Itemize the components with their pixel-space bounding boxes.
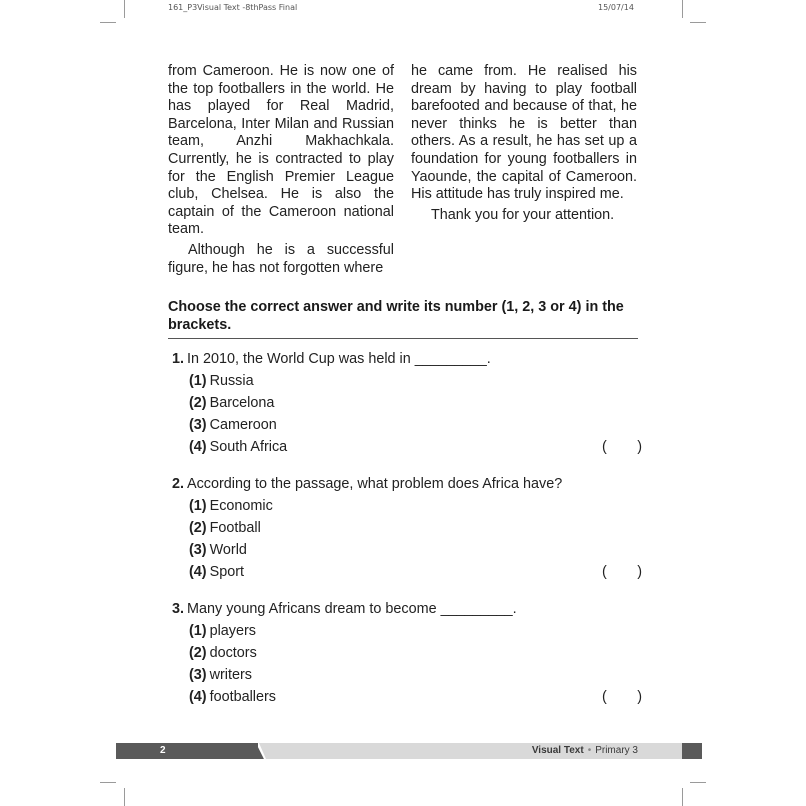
option: (2) Football [189, 520, 261, 536]
crop-mark [100, 22, 116, 23]
crop-mark [690, 782, 706, 783]
passage-paragraph: Although he is a successful figure, he has not forgotten where [168, 241, 394, 276]
divider [168, 338, 638, 339]
passage-left-column [168, 63, 394, 277]
option: (3) writers [189, 667, 252, 683]
print-header-date: 15/07/14 [598, 3, 634, 12]
print-header-file: 161_P3Visual Text -8thPass Final [168, 3, 298, 12]
crop-mark [124, 788, 125, 806]
option: (2) doctors [189, 645, 257, 661]
question-2 [172, 473, 642, 583]
option: (1) Russia [189, 373, 254, 389]
option: (4) Sport ( ) [189, 561, 642, 583]
option: (3) World [189, 542, 247, 558]
option: (2) Barcelona [189, 395, 275, 411]
footer-cap [682, 743, 702, 759]
option: (4) South Africa ( ) [189, 436, 642, 458]
crop-mark [100, 782, 116, 783]
page-footer [116, 743, 702, 759]
passage-paragraph: Thank you for your attention. [431, 206, 615, 223]
option: (3) Cameroon [189, 417, 277, 433]
option: (1) players [189, 623, 256, 639]
question-3 [172, 598, 642, 708]
crop-mark [682, 788, 683, 806]
crop-mark [690, 22, 706, 23]
answer-bracket[interactable]: ( ) [602, 439, 642, 455]
answer-bracket[interactable]: ( ) [602, 564, 642, 580]
crop-mark [124, 0, 125, 18]
answer-bracket[interactable]: ( ) [602, 689, 642, 705]
passage-paragraph: from Cameroon. He is now one of the top footballers in the world. He has played for Real Madrid, Barcelona, Inter Milan and Russian team, Anzhi Makhachkala. Currently, he is contracted to play for the English Premier League club, Chelsea. He is also the captain of the Cameroon national team. [168, 63, 394, 238]
option: (4) footballers ( ) [189, 686, 642, 708]
passage-paragraph: he came from. He realised his dream by having to play football barefooted and because of that, he never thinks he is better than others. As a result, he has set up a foundation for young footballers in Yaounde, the capital of Cameroon. His attitude has truly inspired me. [411, 63, 637, 203]
footer-title: Visual Text • Primary 3 [531, 745, 638, 756]
crop-mark [682, 0, 683, 18]
question-1 [172, 348, 642, 458]
page-number: 2 [116, 743, 258, 759]
passage-right-column [411, 63, 637, 224]
question-stem: 3. Many young Africans dream to become _________. [172, 601, 517, 617]
instruction-heading: Choose the correct answer and write its number (1, 2, 3 or 4) in the brackets. [168, 299, 624, 333]
question-stem: 1. In 2010, the World Cup was held in _________. [172, 351, 491, 367]
question-stem: 2. According to the passage, what problem does Africa have? [172, 476, 563, 492]
option: (1) Economic [189, 498, 273, 514]
